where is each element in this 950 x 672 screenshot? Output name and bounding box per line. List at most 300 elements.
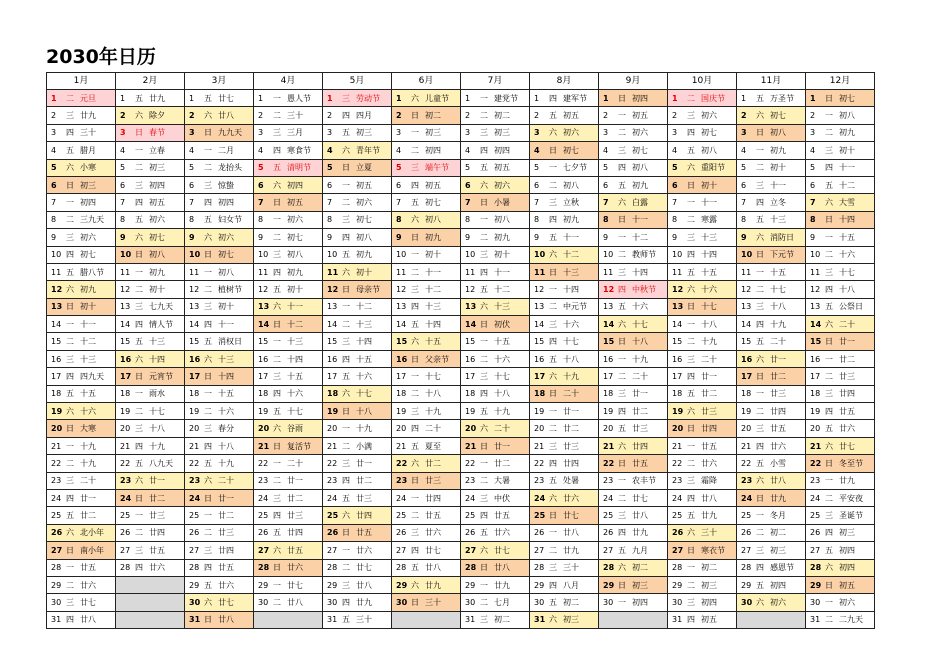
day-number: 11 <box>672 267 683 277</box>
day-cell <box>47 211 116 228</box>
weekday: 三 <box>66 476 74 486</box>
lunar-label: 初十 <box>494 250 510 260</box>
lunar-label: 廿七 <box>425 545 441 555</box>
lunar-label: 中秋节 <box>632 284 656 294</box>
day-cell <box>392 246 461 263</box>
weekday: 五 <box>204 337 212 347</box>
day-number: 9 <box>603 232 609 242</box>
day-number: 10 <box>120 250 132 260</box>
day-number: 18 <box>120 389 131 399</box>
lunar-label: 公祭日 <box>839 302 863 312</box>
lunar-label: 十七 <box>356 389 372 399</box>
lunar-label: 冬至节 <box>839 458 863 468</box>
day-cell <box>185 385 254 402</box>
day-cell <box>185 368 254 385</box>
lunar-label: 初九 <box>425 232 441 242</box>
day-number: 18 <box>396 389 407 399</box>
day-cell <box>392 124 461 141</box>
day-number: 29 <box>810 580 822 590</box>
day-number: 2 <box>51 111 57 121</box>
weekday: 五 <box>273 406 281 416</box>
weekday: 六 <box>342 145 350 155</box>
lunar-label: 初八 <box>218 267 234 277</box>
weekday: 日 <box>825 337 833 347</box>
day-number: 3 <box>51 128 57 138</box>
day-number: 22 <box>258 458 269 468</box>
lunar-label: 廿三 <box>632 424 648 434</box>
lunar-label: 九九天 <box>218 128 242 138</box>
weekday: 三 <box>342 93 350 103</box>
day-cell <box>461 524 530 541</box>
day-number: 9 <box>741 232 747 242</box>
day-cell <box>668 455 737 472</box>
weekday: 四 <box>825 284 833 294</box>
weekday: 一 <box>342 302 350 312</box>
lunar-label: 廿四 <box>218 545 234 555</box>
day-cell <box>47 559 116 576</box>
day-number: 11 <box>465 267 476 277</box>
day-cell <box>116 211 185 228</box>
lunar-label: 三十 <box>287 111 303 121</box>
weekday: 五 <box>273 284 281 294</box>
day-number: 27 <box>120 545 131 555</box>
day-number: 15 <box>189 337 200 347</box>
day-cell <box>185 176 254 193</box>
weekday: 三 <box>756 545 764 555</box>
day-cell <box>323 281 392 298</box>
month-header: 4月 <box>254 73 323 90</box>
lunar-label: 廿三 <box>149 511 165 521</box>
weekday: 二 <box>204 284 212 294</box>
weekday: 四 <box>618 528 626 538</box>
lunar-label: 十九 <box>80 458 96 468</box>
day-number: 10 <box>603 250 614 260</box>
day-number: 11 <box>189 267 200 277</box>
lunar-label: 廿五 <box>770 424 786 434</box>
lunar-label: 廿八 <box>356 580 372 590</box>
day-cell <box>47 229 116 246</box>
day-cell <box>47 403 116 420</box>
day-number: 31 <box>327 615 338 625</box>
day-number: 12 <box>189 284 200 294</box>
lunar-label: 初十 <box>425 250 441 260</box>
lunar-label: 廿二 <box>425 458 441 468</box>
day-number: 25 <box>603 511 614 521</box>
day-cell <box>185 194 254 211</box>
day-number: 11 <box>327 267 339 277</box>
day-number: 10 <box>672 250 683 260</box>
day-cell <box>323 368 392 385</box>
weekday: 五 <box>204 580 212 590</box>
day-cell <box>254 316 323 333</box>
lunar-label: 十六 <box>80 406 96 416</box>
day-cell <box>323 472 392 489</box>
day-cell <box>323 437 392 454</box>
day-number: 30 <box>258 598 269 608</box>
lunar-label: 十八 <box>425 389 441 399</box>
day-number: 29 <box>396 580 408 590</box>
lunar-label: 初四 <box>218 198 234 208</box>
weekday: 二 <box>618 128 626 138</box>
day-cell <box>392 350 461 367</box>
lunar-label: 廿一 <box>149 476 165 486</box>
weekday: 五 <box>204 93 212 103</box>
day-cell <box>185 403 254 420</box>
day-number: 21 <box>810 441 822 451</box>
day-number: 24 <box>534 493 546 503</box>
weekday: 五 <box>66 389 74 399</box>
day-number: 24 <box>741 493 753 503</box>
day-number: 22 <box>189 458 200 468</box>
day-cell <box>323 211 392 228</box>
day-number: 13 <box>810 302 821 312</box>
weekday: 日 <box>618 458 626 468</box>
weekday: 六 <box>342 389 350 399</box>
weekday: 六 <box>825 319 833 329</box>
day-cell <box>461 281 530 298</box>
day-number: 6 <box>534 180 540 190</box>
day-cell <box>737 159 806 176</box>
day-cell <box>254 472 323 489</box>
weekday: 二 <box>342 319 350 329</box>
weekday: 二 <box>66 93 74 103</box>
lunar-label: 廿六 <box>287 563 303 573</box>
day-cell <box>116 124 185 141</box>
lunar-label: 廿五 <box>839 406 855 416</box>
weekday: 二 <box>411 267 419 277</box>
weekday: 二 <box>825 250 833 260</box>
day-cell <box>323 455 392 472</box>
weekday: 四 <box>756 319 764 329</box>
lunar-label: 廿三 <box>287 511 303 521</box>
lunar-label: 廿一 <box>80 493 96 503</box>
lunar-label: 初十 <box>80 302 96 312</box>
day-cell <box>737 298 806 315</box>
lunar-label: 清明节 <box>287 163 311 173</box>
day-cell <box>254 333 323 350</box>
day-number: 11 <box>396 267 407 277</box>
day-cell <box>185 489 254 506</box>
weekday: 三 <box>825 267 833 277</box>
day-cell <box>668 90 737 107</box>
weekday: 三 <box>411 284 419 294</box>
day-cell <box>530 576 599 593</box>
lunar-label: 廿七 <box>218 598 234 608</box>
day-number: 13 <box>189 302 200 312</box>
day-number: 1 <box>120 93 126 103</box>
empty-cell <box>392 611 461 628</box>
calendar-body <box>47 90 875 629</box>
day-cell <box>461 176 530 193</box>
day-cell <box>737 229 806 246</box>
day-cell <box>185 281 254 298</box>
day-cell <box>599 594 668 611</box>
table-row <box>47 107 875 124</box>
lunar-label: 国庆节 <box>701 93 725 103</box>
weekday: 一 <box>411 128 419 138</box>
day-cell <box>806 437 875 454</box>
weekday: 一 <box>135 511 143 521</box>
month-header: 11月 <box>737 73 806 90</box>
day-number: 12 <box>603 284 615 294</box>
weekday: 三 <box>825 511 833 521</box>
weekday: 六 <box>273 302 281 312</box>
table-row <box>47 246 875 263</box>
weekday: 四 <box>204 319 212 329</box>
lunar-label: 廿一 <box>839 337 855 347</box>
day-cell <box>47 298 116 315</box>
day-cell <box>806 107 875 124</box>
weekday: 一 <box>687 441 695 451</box>
weekday: 二 <box>687 93 695 103</box>
day-number: 27 <box>258 545 270 555</box>
lunar-label: 廿四 <box>632 441 648 451</box>
lunar-label: 廿九 <box>149 93 165 103</box>
lunar-label: 廿七 <box>632 493 648 503</box>
day-cell <box>254 489 323 506</box>
day-number: 27 <box>534 545 545 555</box>
weekday: 二 <box>480 598 488 608</box>
day-number: 26 <box>189 528 200 538</box>
weekday: 五 <box>687 267 695 277</box>
day-number: 1 <box>396 93 402 103</box>
weekday: 日 <box>135 493 143 503</box>
day-cell <box>737 263 806 280</box>
weekday: 四 <box>342 111 350 121</box>
lunar-label: 廿四 <box>701 424 717 434</box>
day-cell <box>323 176 392 193</box>
day-number: 29 <box>603 580 615 590</box>
day-cell <box>392 107 461 124</box>
day-cell <box>47 542 116 559</box>
weekday: 四 <box>825 163 833 173</box>
lunar-label: 冬月 <box>770 511 786 521</box>
day-number: 16 <box>603 354 614 364</box>
weekday: 三 <box>66 598 74 608</box>
lunar-label: 初七 <box>563 145 579 155</box>
day-number: 1 <box>327 93 333 103</box>
lunar-label: 初四 <box>425 145 441 155</box>
weekday: 三 <box>618 511 626 521</box>
day-cell <box>737 455 806 472</box>
lunar-label: 初四 <box>632 93 648 103</box>
day-number: 26 <box>465 528 476 538</box>
day-number: 30 <box>672 598 683 608</box>
day-cell <box>47 524 116 541</box>
lunar-label: 初二 <box>494 111 510 121</box>
weekday: 四 <box>273 511 281 521</box>
lunar-label: 廿三 <box>425 476 441 486</box>
day-number: 23 <box>741 476 753 486</box>
day-cell <box>668 368 737 385</box>
weekday: 二 <box>342 441 350 451</box>
day-cell <box>806 594 875 611</box>
day-cell <box>737 489 806 506</box>
day-cell <box>806 489 875 506</box>
lunar-label: 二十 <box>563 389 579 399</box>
lunar-label: 三月 <box>287 128 303 138</box>
lunar-label: 廿二 <box>563 424 579 434</box>
day-number: 9 <box>258 232 264 242</box>
lunar-label: 端午节 <box>425 163 449 173</box>
day-number: 8 <box>810 215 816 225</box>
lunar-label: 十五 <box>425 337 441 347</box>
weekday: 四 <box>342 354 350 364</box>
day-cell <box>737 316 806 333</box>
day-cell <box>185 611 254 628</box>
lunar-label: 四月 <box>356 111 372 121</box>
lunar-label: 初七 <box>356 215 372 225</box>
day-cell <box>461 559 530 576</box>
lunar-label: 平安夜 <box>839 493 863 503</box>
lunar-label: 十四 <box>632 267 648 277</box>
weekday: 五 <box>687 389 695 399</box>
day-cell <box>323 420 392 437</box>
day-number: 23 <box>120 476 132 486</box>
day-cell <box>530 542 599 559</box>
table-row <box>47 176 875 193</box>
lunar-label: 廿一 <box>287 476 303 486</box>
lunar-label: 初九 <box>632 180 648 190</box>
day-cell <box>116 489 185 506</box>
day-number: 9 <box>327 232 333 242</box>
lunar-label: 廿五 <box>287 545 303 555</box>
day-cell <box>392 507 461 524</box>
weekday: 二 <box>687 458 695 468</box>
day-cell <box>47 420 116 437</box>
day-cell <box>530 263 599 280</box>
lunar-label: 初十 <box>149 284 165 294</box>
day-number: 19 <box>327 406 339 416</box>
day-number: 4 <box>120 145 126 155</box>
day-cell <box>599 489 668 506</box>
lunar-label: 廿八 <box>494 563 510 573</box>
lunar-label: 廿四 <box>149 528 165 538</box>
day-number: 24 <box>258 493 269 503</box>
month-header: 1月 <box>47 73 116 90</box>
day-cell <box>668 281 737 298</box>
month-header: 6月 <box>392 73 461 90</box>
lunar-label: 十六 <box>839 250 855 260</box>
day-number: 15 <box>534 337 545 347</box>
day-number: 15 <box>120 337 131 347</box>
day-number: 8 <box>120 215 126 225</box>
day-number: 11 <box>603 267 614 277</box>
day-cell <box>116 368 185 385</box>
weekday: 四 <box>66 615 74 625</box>
day-number: 8 <box>741 215 747 225</box>
day-cell <box>323 316 392 333</box>
day-cell <box>185 507 254 524</box>
day-number: 22 <box>120 458 131 468</box>
day-cell <box>668 246 737 263</box>
weekday: 二 <box>687 215 695 225</box>
day-number: 5 <box>327 163 333 173</box>
lunar-label: 儿童节 <box>425 93 449 103</box>
day-cell <box>599 281 668 298</box>
day-number: 13 <box>465 302 477 312</box>
lunar-label: 廿八 <box>218 615 234 625</box>
lunar-label: 十三 <box>770 215 786 225</box>
lunar-label: 北小年 <box>80 528 104 538</box>
day-cell <box>530 611 599 628</box>
day-cell <box>530 246 599 263</box>
day-number: 13 <box>51 302 63 312</box>
day-cell <box>530 90 599 107</box>
day-number: 13 <box>672 302 684 312</box>
lunar-label: 初六 <box>287 215 303 225</box>
lunar-label: 初三 <box>356 128 372 138</box>
day-number: 16 <box>741 354 753 364</box>
day-number: 7 <box>603 198 609 208</box>
day-cell <box>392 176 461 193</box>
weekday: 六 <box>204 354 212 364</box>
day-cell <box>530 176 599 193</box>
day-number: 25 <box>672 511 683 521</box>
weekday: 五 <box>756 215 764 225</box>
day-cell <box>47 90 116 107</box>
day-cell <box>323 246 392 263</box>
day-cell <box>254 403 323 420</box>
day-number: 24 <box>672 493 683 503</box>
day-cell <box>254 124 323 141</box>
day-cell <box>254 507 323 524</box>
lunar-label: 初六 <box>839 598 855 608</box>
day-cell <box>599 576 668 593</box>
weekday: 一 <box>618 232 626 242</box>
weekday: 五 <box>66 511 74 521</box>
lunar-label: 十一 <box>494 267 510 277</box>
weekday: 二 <box>342 563 350 573</box>
weekday: 六 <box>480 545 488 555</box>
day-number: 2 <box>189 111 195 121</box>
day-number: 23 <box>810 476 821 486</box>
lunar-label: 廿八 <box>770 476 786 486</box>
day-cell <box>599 316 668 333</box>
weekday: 一 <box>273 580 281 590</box>
day-number: 22 <box>396 458 408 468</box>
weekday: 五 <box>480 406 488 416</box>
weekday: 六 <box>549 250 557 260</box>
weekday: 六 <box>273 424 281 434</box>
day-cell <box>323 107 392 124</box>
day-cell <box>668 298 737 315</box>
day-number: 6 <box>465 180 471 190</box>
day-cell <box>392 229 461 246</box>
lunar-label: 初十 <box>287 284 303 294</box>
weekday: 二 <box>66 580 74 590</box>
day-number: 11 <box>534 267 546 277</box>
weekday: 二 <box>687 580 695 590</box>
lunar-label: 十七 <box>632 319 648 329</box>
day-number: 25 <box>465 511 476 521</box>
lunar-label: 十九 <box>701 337 717 347</box>
day-cell <box>323 124 392 141</box>
lunar-label: 十二 <box>287 319 303 329</box>
day-number: 21 <box>672 441 683 451</box>
day-cell <box>392 576 461 593</box>
lunar-label: 十二 <box>632 232 648 242</box>
weekday: 六 <box>66 406 74 416</box>
weekday: 四 <box>273 389 281 399</box>
day-cell <box>47 124 116 141</box>
lunar-label: 初三 <box>149 163 165 173</box>
weekday: 四 <box>480 511 488 521</box>
lunar-label: 廿二 <box>770 371 786 381</box>
day-cell <box>806 333 875 350</box>
weekday: 一 <box>549 163 557 173</box>
table-row <box>47 142 875 159</box>
